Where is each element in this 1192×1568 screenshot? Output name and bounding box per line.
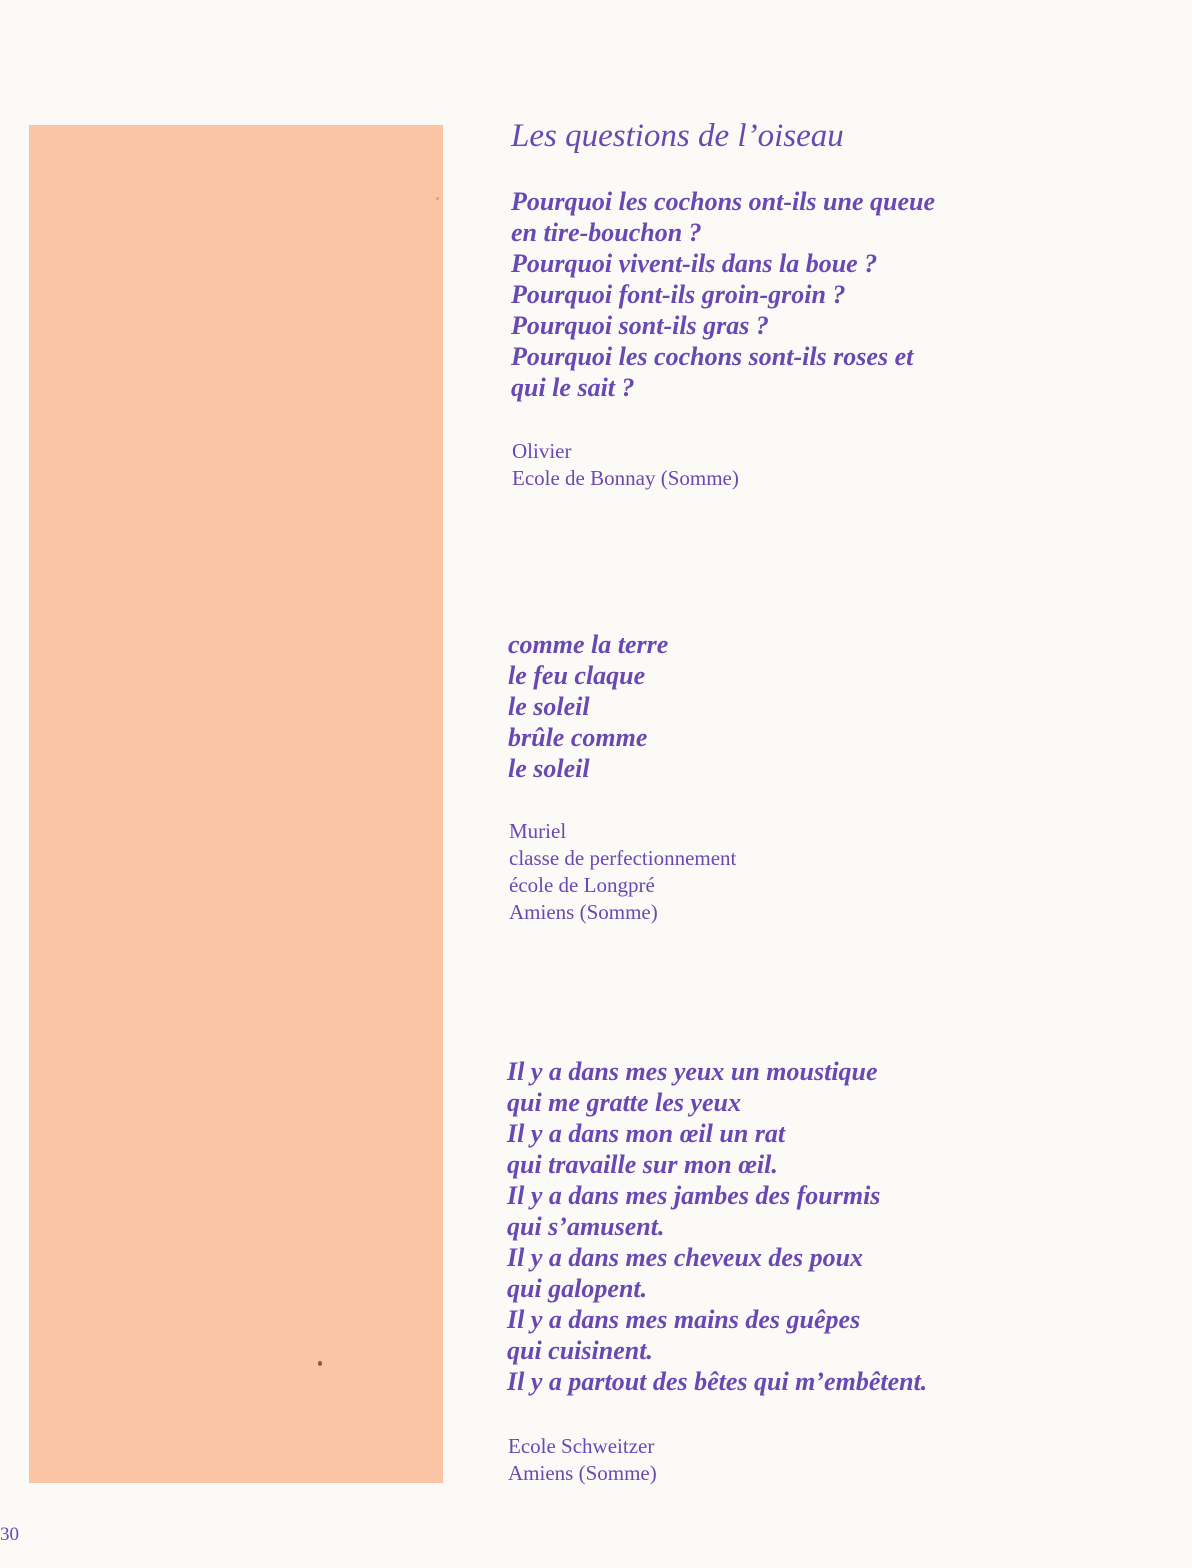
- poem-line: qui le sait ?: [511, 373, 635, 402]
- poem-line: le feu claque: [508, 661, 646, 690]
- credit-line: Muriel: [509, 819, 567, 843]
- poem-2-credit: [509, 818, 736, 926]
- credit-line: Amiens (Somme): [509, 900, 658, 924]
- poem-line: brûle comme: [508, 723, 648, 752]
- poem-line: Il y a dans mes yeux un moustique: [507, 1057, 878, 1086]
- poem-line: Il y a partout des bêtes qui m’embêtent.: [507, 1367, 928, 1396]
- poem-line: Il y a dans mon œil un rat: [507, 1119, 786, 1148]
- poem-line: qui s’amusent.: [507, 1212, 665, 1241]
- poem-3: [507, 1056, 927, 1397]
- poem-line: Il y a dans mes jambes des fourmis: [507, 1181, 881, 1210]
- poem-2: [508, 629, 668, 784]
- poem-1-credit: [512, 438, 739, 492]
- credit-line: classe de perfectionnement: [509, 846, 737, 870]
- poem-title: Les questions de l’oiseau: [511, 118, 844, 154]
- poem-line: qui cuisinent.: [507, 1336, 653, 1365]
- poem-line: en tire-bouchon ?: [511, 218, 702, 247]
- credit-line: Amiens (Somme): [508, 1461, 657, 1485]
- poem-line: Il y a dans mes cheveux des poux: [507, 1243, 864, 1272]
- credit-line: école de Longpré: [509, 873, 655, 897]
- credit-line: Ecole Schweitzer: [508, 1434, 655, 1458]
- poem-line: qui me gratte les yeux: [507, 1088, 741, 1117]
- poem-line: le soleil: [508, 754, 590, 783]
- poem-line: Pourquoi vivent-ils dans la boue ?: [511, 249, 878, 278]
- poem-1: [511, 186, 935, 403]
- page-number: 30: [0, 1524, 19, 1545]
- poem-line: qui galopent.: [507, 1274, 648, 1303]
- credit-line: Olivier: [512, 439, 572, 463]
- poem-line: comme la terre: [508, 630, 669, 659]
- poem-line: Pourquoi les cochons ont-ils une queue: [511, 187, 936, 216]
- poem-line: qui travaille sur mon œil.: [507, 1150, 778, 1179]
- ink-speck: [318, 1361, 322, 1366]
- color-block: [29, 125, 443, 1483]
- credit-line: Ecole de Bonnay (Somme): [512, 466, 739, 490]
- poem-line: le soleil: [508, 692, 590, 721]
- poem-line: Pourquoi sont-ils gras ?: [511, 311, 769, 340]
- poem-3-credit: [508, 1433, 657, 1487]
- poem-line: Il y a dans mes mains des guêpes: [507, 1305, 861, 1334]
- ink-speck: [436, 197, 439, 200]
- poem-line: Pourquoi font-ils groin-groin ?: [511, 280, 846, 309]
- poem-line: Pourquoi les cochons sont-ils roses et: [511, 342, 914, 371]
